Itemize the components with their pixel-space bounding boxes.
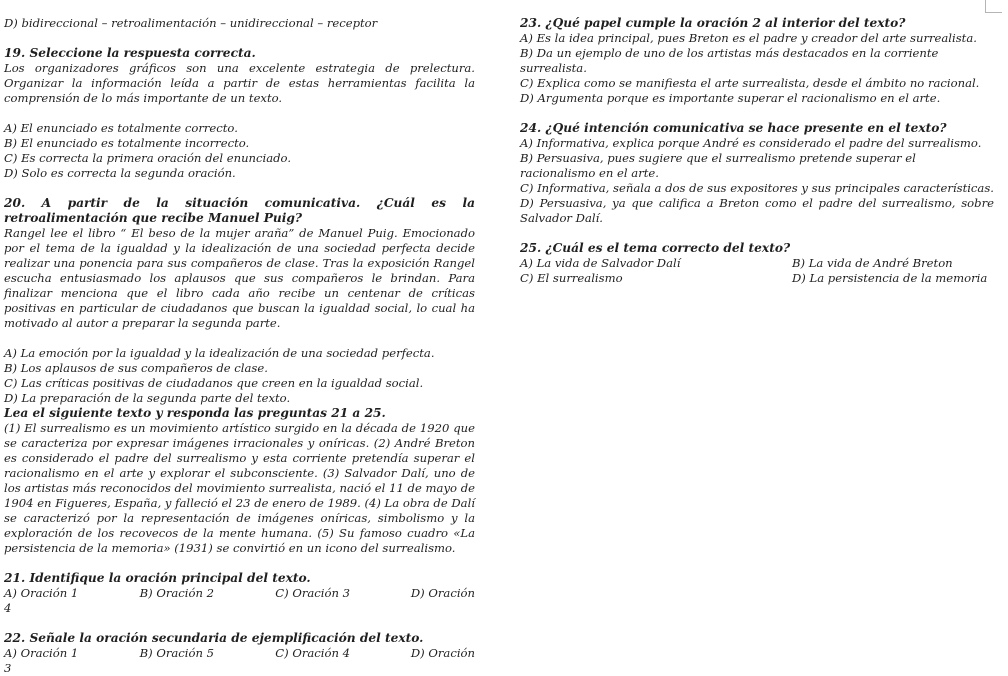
question-24-option-b[interactable]: B) Persuasiva, pues sugiere que el surrealismo pretende superar el racionalismo en el arte. xyxy=(520,151,916,180)
right-column xyxy=(520,16,994,286)
question-25-option-c[interactable]: C) El surrealismo xyxy=(520,271,623,285)
reading-passage xyxy=(4,406,475,556)
question-19-option-a[interactable]: A) El enunciado es totalmente correcto. xyxy=(4,121,238,135)
question-25-option-a[interactable]: A) La vida de Salvador Dalí xyxy=(520,256,681,270)
question-20-stem: Rangel lee el libro “ El beso de la mujer araña” de Manuel Puig. Emocionado por el tema de la igualdad y la idealización de una sociedad perfecta decide realizar una ponencia para sus compañeros de clase. Tras la exposición Rangel escucha entusiasmado los aplausos que sus compañeros le brindan. Para finalizar menciona que el libro cada año recibe un centenar de críticas positivas en particular de ciudadanos que buscan la igualdad social, lo cual ha motivado al autor a preparar la segunda parte. xyxy=(4,226,475,330)
left-column xyxy=(4,16,475,676)
question-19-title: 19. Seleccione la respuesta correcta. xyxy=(4,46,256,60)
question-20-option-b[interactable]: B) Los aplausos de sus compañeros de clase. xyxy=(4,361,268,375)
question-24-title: 24. ¿Qué intención comunicativa se hace presente en el texto? xyxy=(520,121,947,135)
question-23-option-c[interactable]: C) Explica como se manifiesta el arte surrealista, desde el ámbito no racional. xyxy=(520,76,980,90)
question-25 xyxy=(520,241,994,286)
question-22-option-c[interactable]: C) Oración 4 xyxy=(275,646,350,660)
question-22-option-d-number: 3 xyxy=(4,661,12,675)
question-25-title: 25. ¿Cuál es el tema correcto del texto? xyxy=(520,241,791,255)
question-24 xyxy=(520,121,994,226)
question-22 xyxy=(4,631,475,676)
question-23-option-b[interactable]: B) Da un ejemplo de uno de los artistas más destacados en la corriente surrealista. xyxy=(520,46,939,75)
question-21-option-b[interactable]: B) Oración 2 xyxy=(139,586,215,600)
question-19-option-d[interactable]: D) Solo es correcta la segunda oración. xyxy=(4,166,236,180)
question-25-option-b[interactable]: B) La vida de André Breton xyxy=(792,256,953,270)
question-23-option-a[interactable]: A) Es la idea principal, pues Breton es el padre y creador del arte surrealista. xyxy=(520,31,977,45)
question-19 xyxy=(4,46,475,181)
question-22-option-a[interactable]: A) Oración 1 xyxy=(4,646,79,660)
question-23-title: 23. ¿Qué papel cumple la oración 2 al interior del texto? xyxy=(520,16,906,30)
question-22-option-d[interactable]: D) Oración xyxy=(410,646,475,660)
question-24-option-a[interactable]: A) Informativa, explica porque André es considerado el padre del surrealismo. xyxy=(520,136,982,150)
question-24-option-d[interactable]: D) Persuasiva, ya que califica a Breton como el padre del surrealismo, sobre Salvador Dalí. xyxy=(520,196,994,225)
question-22-title: 22. Señale la oración secundaria de ejemplificación del texto. xyxy=(4,631,424,645)
question-19-option-c[interactable]: C) Es correcta la primera oración del enunciado. xyxy=(4,151,292,165)
question-20-option-a[interactable]: A) La emoción por la igualdad y la idealización de una sociedad perfecta. xyxy=(4,346,435,360)
question-25-option-d[interactable]: D) La persistencia de la memoria xyxy=(792,271,988,285)
question-20-title: 20. A partir de la situación comunicativa. ¿Cuál es la retroalimentación que recibe Manuel Puig? xyxy=(4,196,475,225)
question-20 xyxy=(4,196,475,406)
question-24-option-c[interactable]: C) Informativa, señala a dos de sus expositores y sus principales características. xyxy=(520,181,994,195)
question-21-option-c[interactable]: C) Oración 3 xyxy=(275,586,350,600)
question-22-option-b[interactable]: B) Oración 5 xyxy=(139,646,215,660)
question-21-option-d[interactable]: D) Oración xyxy=(410,586,475,600)
question-23 xyxy=(520,16,994,106)
page-corner-mark xyxy=(985,0,1002,13)
question-19-stem: Los organizadores gráficos son una excelente estrategia de prelectura. Organizar la información leída a partir de estas herramientas facilita la comprensión de lo más importante de un texto. xyxy=(4,61,475,105)
question-19-option-b[interactable]: B) El enunciado es totalmente incorrecto. xyxy=(4,136,250,150)
question-20-option-c[interactable]: C) Las críticas positivas de ciudadanos que creen en la igualdad social. xyxy=(4,376,424,390)
previous-option-d: D) bidireccional – retroalimentación – unidireccional – receptor xyxy=(4,16,378,30)
question-23-option-d[interactable]: D) Argumenta porque es importante superar el racionalismo en el arte. xyxy=(520,91,941,105)
question-21-title: 21. Identifique la oración principal del texto. xyxy=(4,571,311,585)
question-21-option-d-number: 4 xyxy=(4,601,12,615)
question-21 xyxy=(4,571,475,616)
reading-text: (1) El surrealismo es un movimiento artístico surgido en la década de 1920 que se caracteriza por expresar imágenes irracionales y oníricas. (2) André Breton es considerado el padre del surrealismo y esta corriente pretendía superar el racionalismo en el arte y explorar el subconsciente. (3) Salvador Dalí, uno de los artistas más reconocidos del movimiento surrealista, nació el 11 de mayo de 1904 en Figueres, España, y falleció el 23 de enero de 1989. (4) La obra de Dalí se caracterizó por la representación de imágenes oníricas, simbolismo y la exploración de los recovecos de la mente humana. (5) Su famoso cuadro «La persistencia de la memoria» (1931) se convirtió en un icono del surrealismo. xyxy=(4,421,475,555)
question-20-option-d[interactable]: D) La preparación de la segunda parte del texto. xyxy=(4,391,291,405)
question-21-option-a[interactable]: A) Oración 1 xyxy=(4,586,79,600)
reading-instruction: Lea el siguiente texto y responda las preguntas 21 a 25. xyxy=(4,406,386,420)
